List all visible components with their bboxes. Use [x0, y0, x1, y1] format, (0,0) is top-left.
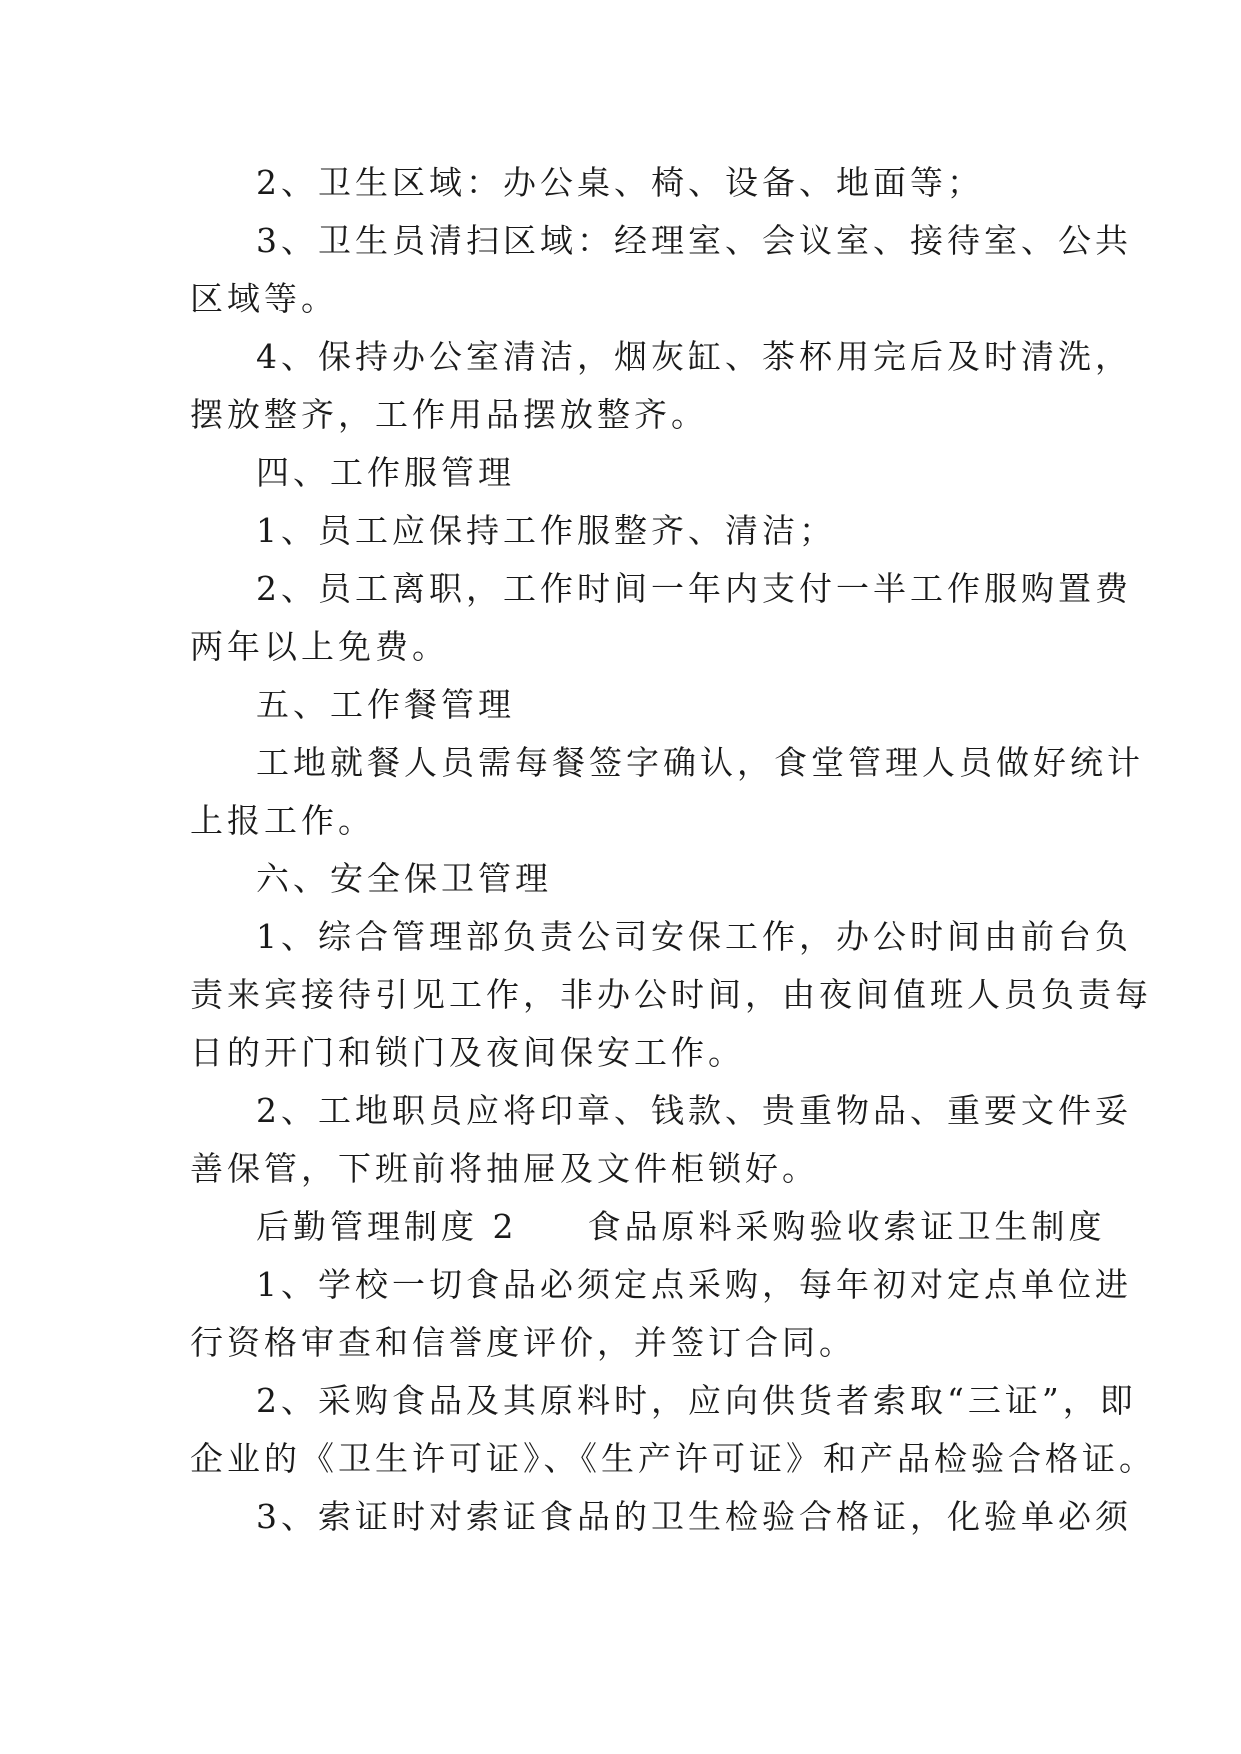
paragraph-line: 2、工地职员应将印章、钱款、贵重物品、重要文件妥 [256, 1091, 1132, 1130]
paragraph-line: 行资格审查和信誉度评价，并签订合同。 [190, 1323, 856, 1362]
paragraph-line: 2、采购食品及其原料时，应向供货者索取“三证”，即 [256, 1381, 1137, 1420]
paragraph-line: 1、学校一切食品必须定点采购，每年初对定点单位进 [256, 1265, 1132, 1304]
paragraph-line: 1、员工应保持工作服整齐、清洁； [256, 511, 836, 550]
paragraph-line: 3、卫生员清扫区域：经理室、会议室、接待室、公共 [256, 221, 1132, 260]
paragraph-line: 4、保持办公室清洁，烟灰缸、茶杯用完后及时清洗， [256, 337, 1132, 376]
paragraph-line: 区域等。 [190, 279, 338, 318]
section-title-right: 食品原料采购验收索证卫生制度 [587, 1207, 1106, 1246]
paragraph-line: 工地就餐人员需每餐签字确认，食堂管理人员做好统计 [256, 743, 1144, 782]
section-heading: 六、安全保卫管理 [256, 859, 552, 898]
paragraph-line: 企业的《卫生许可证》、《生产许可证》和产品检验合格证。 [190, 1439, 1156, 1478]
paragraph-line: 责来宾接待引见工作，非办公时间，由夜间值班人员负责每 [190, 975, 1152, 1014]
document-section-title [190, 1198, 1106, 1256]
paragraph-line: 1、综合管理部负责公司安保工作，办公时间由前台负 [256, 917, 1132, 956]
document-body [190, 154, 1156, 1546]
paragraph-line: 3、索证时对索证食品的卫生检验合格证，化验单必须 [256, 1497, 1132, 1536]
section-heading: 四、工作服管理 [256, 453, 515, 492]
paragraph-line: 2、卫生区域：办公桌、椅、设备、地面等； [256, 163, 984, 202]
section-heading: 五、工作餐管理 [256, 685, 515, 724]
paragraph-line: 日的开门和锁门及夜间保安工作。 [190, 1033, 745, 1072]
paragraph-line: 上报工作。 [190, 801, 375, 840]
paragraph-line: 两年以上免费。 [190, 627, 449, 666]
section-title-left: 后勤管理制度 2 [256, 1207, 518, 1246]
paragraph-line: 善保管，下班前将抽屉及文件柜锁好。 [190, 1149, 819, 1188]
paragraph-line: 摆放整齐，工作用品摆放整齐。 [190, 395, 708, 434]
paragraph-line: 2、员工离职，工作时间一年内支付一半工作服购置费 [256, 569, 1132, 608]
